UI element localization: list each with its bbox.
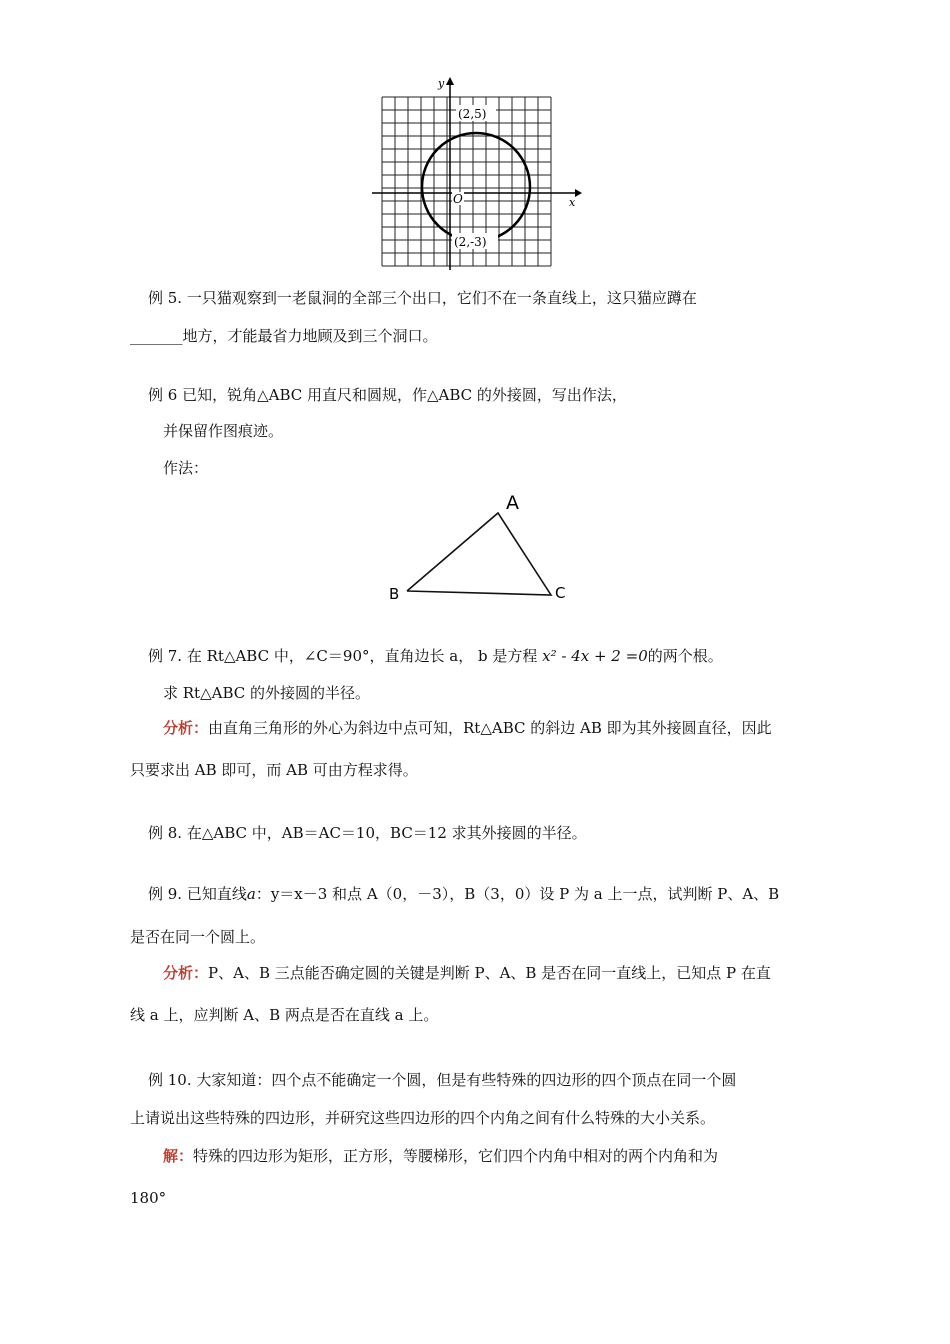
y-axis-arrow [446,77,454,85]
coordinate-grid-figure [370,75,585,275]
vertex-a-label: A [506,492,519,514]
ex8-line1: 例 8. 在△ABC 中，AB＝AC＝10，BC＝12 求其外接圆的半径。 [148,824,587,842]
ex5-line1: 例 5. 一只猫观察到一老鼠洞的全部三个出口，它们不在一条直线上，这只猫应蹲在 [148,289,697,307]
ex7-line2: 求 Rt△ABC 的外接圆的半径。 [163,684,371,702]
origin-label: O [453,192,463,206]
ex7-analysis-line1 [163,718,772,738]
ex10-solution-line1 [163,1146,718,1166]
ex9-line2: 是否在同一个圆上。 [130,928,266,946]
ex7-line1-pre: 例 7. 在 Rt△ABC 中，∠C＝90°，直角边长 a， b 是方程 [148,647,538,665]
top-point-label: (2,5) [458,107,487,121]
ex5-line2 [130,326,438,346]
y-axis-label: y [438,77,445,90]
ex5-line2-text: 地方，才能最省力地顾及到三个洞口。 [182,327,438,345]
ex7-line1 [148,646,723,666]
ex9-line1-post: ：y＝x－3 和点 A（0，－3），B（3，0）设 P 为 a 上一点，试判断 P、A、B [255,885,780,903]
ex9-analysis-text1: P、A、B 三点能否确定圆的关键是判断 P、A、B 是否在同一直线上，已知点 P 在直 [208,964,771,982]
x-axis-label: x [569,196,576,209]
ex7-analysis-label: 分析： [163,719,209,737]
ex9-analysis-label: 分析： [163,964,209,982]
ex9-line1-pre: 例 9. 已知直线 [148,885,247,903]
ex10-solution-label: 解： [163,1147,194,1165]
ex6-line1: 例 6 已知，锐角△ABC 用直尺和圆规，作△ABC 的外接圆，写出作法， [148,386,627,404]
ex9-analysis-line2: 线 a 上，应判断 A、B 两点是否在直线 a 上。 [130,1006,439,1024]
ex10-line2: 上请说出这些特殊的四边形，并研究这些四边形的四个内角之间有什么特殊的大小关系。 [130,1109,716,1127]
triangle [407,513,551,595]
ex7-line1-post: 的两个根。 [647,647,723,665]
triangle-figure [385,485,575,610]
ex6-line3: 作法： [163,459,209,477]
ex6-line2: 并保留作图痕迹。 [163,422,284,440]
ex9-line-symbol: a [246,885,256,903]
ex9-analysis-line1 [163,963,771,983]
ex7-equation: x² - 4x + 2 =0 [542,647,648,665]
ex9-line1 [148,884,779,904]
ex10-solution-text1: 特殊的四边形为矩形，正方形，等腰梯形，它们四个内角中相对的两个内角和为 [193,1147,719,1165]
vertex-c-label: C [555,584,566,602]
ex10-line1: 例 10. 大家知道：四个点不能确定一个圆，但是有些特殊的四边形的四个顶点在同一个圆 [148,1071,737,1089]
ex7-analysis-text1: 由直角三角形的外心为斜边中点可知，Rt△ABC 的斜边 AB 即为其外接圆直径，因此 [208,719,772,737]
ex7-analysis-line2: 只要求出 AB 即可，而 AB 可由方程求得。 [130,761,418,779]
vertex-b-label: B [389,585,400,603]
bottom-point-label: (2,-3) [454,235,487,249]
x-axis-arrow [575,189,582,197]
ex5-blank: _______ [130,327,183,345]
ex10-solution-line2: 180° [130,1189,167,1207]
